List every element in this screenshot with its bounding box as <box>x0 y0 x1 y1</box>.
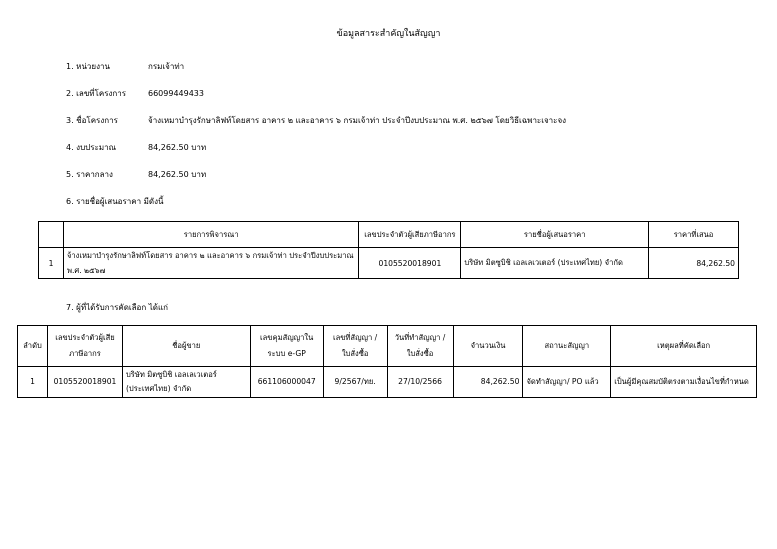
header-control-number: เลขคุมสัญญาในระบบ e-GP <box>250 326 323 367</box>
table-row <box>39 248 739 279</box>
cell-control-number: 661106000047 <box>250 367 323 398</box>
cell-bidder: บริษัท มิตซูบิชิ เอลเลเวเตอร์ (ประเทศไทย) จำกัด <box>461 248 649 279</box>
cell-no: 1 <box>18 367 48 398</box>
cell-vendor: บริษัท มิตซูบิชิ เอลเลเวเตอร์ (ประเทศไทย) จำกัด <box>122 367 250 398</box>
header-taxid: เลขประจำตัวผู้เสียภาษีอากร <box>359 222 461 248</box>
info-value: กรมเจ้าท่า <box>148 62 185 71</box>
info-label: 4. งบประมาณ <box>66 143 117 152</box>
header-contract-number: เลขที่สัญญา / ใบสั่งซื้อ <box>323 326 387 367</box>
header-price: ราคาที่เสนอ <box>649 222 739 248</box>
header-status: สถานะสัญญา <box>523 326 611 367</box>
bidders-table <box>38 221 739 279</box>
header-contract-date: วันที่ทำสัญญา / ใบสั่งซื้อ <box>387 326 453 367</box>
section-selected-heading: 7. ผู้ที่ได้รับการคัดเลือก ได้แก่ <box>66 303 168 312</box>
info-budget <box>66 141 206 154</box>
header-amount: จำนวนเงิน <box>453 326 523 367</box>
cell-reason: เป็นผู้มีคุณสมบัติตรงตามเงื่อนไขที่กำหนด <box>611 367 757 398</box>
header-vendor: ชื่อผู้ขาย <box>122 326 250 367</box>
cell-contract-date: 27/10/2566 <box>387 367 453 398</box>
table-header-row <box>18 326 757 367</box>
selected-vendor-table <box>17 325 757 398</box>
header-taxid: เลขประจำตัวผู้เสียภาษีอากร <box>47 326 122 367</box>
info-label: 5. ราคากลาง <box>66 170 113 179</box>
header-reason: เหตุผลที่คัดเลือก <box>611 326 757 367</box>
cell-taxid: 0105520018901 <box>359 248 461 279</box>
header-no <box>39 222 64 248</box>
cell-no: 1 <box>39 248 64 279</box>
cell-price: 84,262.50 <box>649 248 739 279</box>
header-no: ลำดับ <box>18 326 48 367</box>
section-bidders-heading: 6. รายชื่อผู้เสนอราคา มีดังนี้ <box>66 197 164 206</box>
info-label: 1. หน่วยงาน <box>66 62 110 71</box>
cell-status: จัดทำสัญญา/ PO แล้ว <box>523 367 611 398</box>
info-project-name <box>66 114 566 127</box>
cell-amount: 84,262.50 <box>453 367 523 398</box>
table-row <box>18 367 757 398</box>
info-label: 3. ชื่อโครงการ <box>66 116 118 125</box>
table-header-row <box>39 222 739 248</box>
header-item: รายการพิจารณา <box>63 222 358 248</box>
info-value: 84,262.50 บาท <box>148 143 207 152</box>
info-value: 66099449433 <box>148 89 204 98</box>
cell-contract-number: 9/2567/ทย. <box>323 367 387 398</box>
info-median-price <box>66 168 206 181</box>
info-value: จ้างเหมาบำรุงรักษาลิฟท์โดยสาร อาคาร ๒ และอาคาร ๖ กรมเจ้าท่า ประจำปีงบประมาณ พ.ศ. ๒๕๖๗ โดยวิธีเฉพาะเจาะจง <box>148 116 567 125</box>
cell-taxid: 0105520018901 <box>47 367 122 398</box>
info-value: 84,262.50 บาท <box>148 170 207 179</box>
info-agency <box>66 60 184 73</box>
info-project-number <box>66 87 204 100</box>
header-bidder: รายชื่อผู้เสนอราคา <box>461 222 649 248</box>
page-title: ข้อมูลสาระสำคัญในสัญญา <box>336 29 441 39</box>
cell-item: จ้างเหมาบำรุงรักษาลิฟท์โดยสาร อาคาร ๒ และอาคาร ๖ กรมเจ้าท่า ประจำปีงบประมาณ พ.ศ. ๒๕๖๗ <box>63 248 358 279</box>
info-label: 2. เลขที่โครงการ <box>66 89 127 98</box>
